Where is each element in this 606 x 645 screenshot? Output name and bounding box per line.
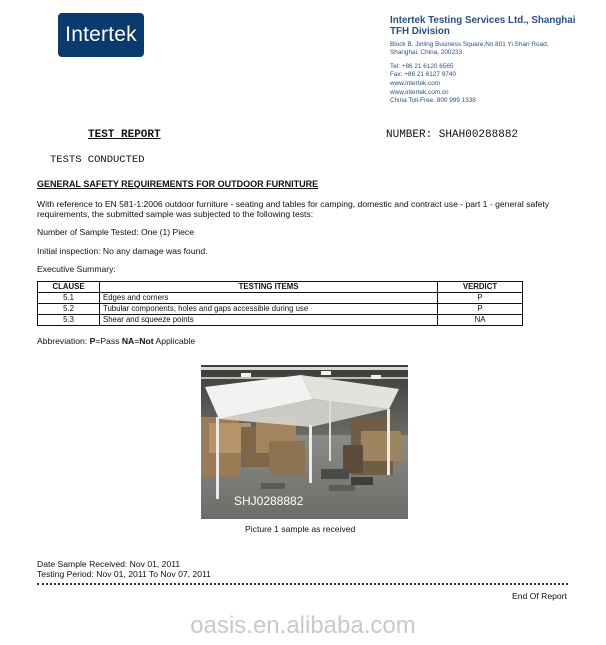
date-received: Date Sample Received: Nov 01, 2011	[37, 559, 181, 569]
report-title: TEST REPORT	[88, 129, 161, 141]
dotted-divider	[37, 583, 568, 585]
initial-inspection: Initial inspection: No any damage was found.	[37, 246, 208, 256]
header-testing-items: TESTING ITEMS	[100, 282, 438, 293]
testing-period: Testing Period: Nov 01, 2011 To Nov 07, 2011	[37, 569, 211, 580]
photo-caption: Picture 1 sample as received	[245, 524, 356, 534]
sample-photo	[201, 365, 408, 519]
row-verdict: NA	[438, 315, 523, 326]
abbreviation-line	[37, 336, 195, 346]
company-address	[390, 41, 575, 58]
table-row	[38, 315, 523, 326]
table-row	[38, 293, 523, 304]
row-clause: 5.1	[38, 293, 100, 304]
abbr-na-eq: =	[134, 336, 140, 346]
photo-overlay-label: SHJ0288882	[234, 494, 304, 508]
executive-summary-label: Executive Summary:	[37, 264, 116, 274]
abbr-not-word: Not	[139, 336, 154, 346]
row-clause: 5.3	[38, 315, 100, 326]
dates-block	[37, 559, 211, 580]
header-clause: CLAUSE	[38, 282, 100, 293]
contact-tollfree: China Toll-Free: 800 999 1338	[390, 97, 476, 105]
row-verdict: P	[438, 304, 523, 315]
header-verdict: VERDICT	[438, 282, 523, 293]
samples-tested: Number of Sample Tested: One (1) Piece	[37, 227, 194, 237]
abbr-label: Abbreviation:	[37, 336, 90, 346]
abbr-na-rest: Applicable	[153, 336, 196, 346]
abbr-p-key: P	[89, 336, 96, 346]
contact-tel: Tel: +86 21 6120 6565	[390, 62, 454, 70]
report-number: NUMBER: SHAH00288882	[386, 129, 519, 141]
section-heading: GENERAL SAFETY REQUIREMENTS FOR OUTDOOR FURNITURE	[37, 179, 319, 189]
company-contact	[390, 63, 575, 106]
abbr-na-key: NA	[121, 336, 135, 346]
row-item: Shear and squeeze points	[100, 315, 438, 326]
gazebo-photo-image	[201, 365, 408, 519]
row-clause: 5.2	[38, 304, 100, 315]
table-header-row	[38, 282, 523, 293]
abbr-p-text: =Pass	[95, 336, 122, 346]
intertek-logo	[58, 13, 144, 57]
row-item: Edges and corners	[100, 293, 438, 304]
row-item: Tubular components, holes and gaps accessible during use	[100, 304, 438, 315]
row-verdict: P	[438, 293, 523, 304]
company-division: TFH Division	[390, 26, 450, 38]
address-line-1: Block B, Jinling Business Square,No.801 Yi Shan Road,	[390, 40, 549, 48]
company-block	[390, 15, 575, 106]
end-of-report: End Of Report	[512, 591, 567, 601]
contact-fax: Fax: +86 21 6127 9740	[390, 71, 456, 79]
contact-web-1: www.intertek.com	[390, 80, 441, 88]
tests-conducted: TESTS CONDUCTED	[50, 154, 145, 166]
logo-text: Intertek	[65, 23, 137, 46]
table-row	[38, 304, 523, 315]
company-name: Intertek Testing Services Ltd., Shanghai	[390, 15, 576, 26]
intro-paragraph: With reference to EN 581-1:2006 outdoor furniture - seating and tables for camping, domestic and contract use - part 1 - general safety requirements, the submitted sample was subjected to the following tests:	[37, 199, 550, 220]
address-line-2: Shanghai, China, 200233	[390, 49, 463, 57]
contact-web-2: www.intertek.com.cn	[390, 88, 449, 96]
results-table	[37, 281, 523, 326]
watermark: oasis.en.alibaba.com	[190, 612, 416, 639]
